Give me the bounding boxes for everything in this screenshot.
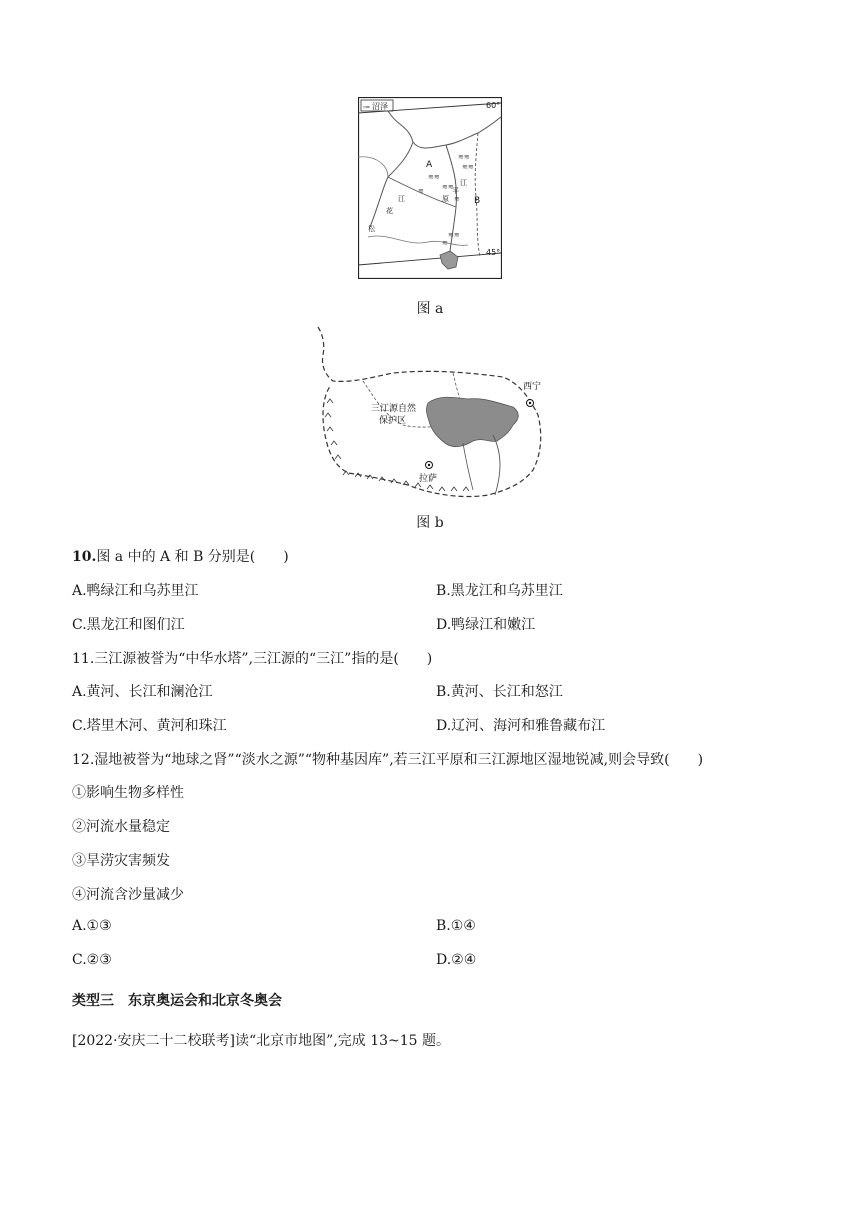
q10-option-b[interactable]: B.黑龙江和乌苏里江	[436, 583, 563, 599]
question-10-stem	[72, 546, 289, 566]
svg-text:≋≋: ≋≋	[428, 173, 440, 181]
q12-statement-1: ①影响生物多样性	[72, 785, 184, 801]
q11-option-d[interactable]: D.辽河、海河和雅鲁藏布江	[436, 718, 606, 734]
river-label-3a: 松	[368, 225, 375, 233]
q12-option-a[interactable]: A.①③	[72, 918, 112, 934]
q10-option-c[interactable]: C.黑龙江和图们江	[72, 617, 185, 633]
q10-option-d[interactable]: D.鸭绿江和嫩江	[436, 617, 536, 633]
river-label-1a: 江	[460, 179, 467, 187]
svg-text:≋: ≋	[454, 195, 460, 203]
q10-option-a[interactable]: A.鸭绿江和乌苏里江	[72, 583, 199, 599]
figure-b-caption: 图 b	[416, 515, 444, 531]
q12-statement-3: ③旱涝灾害频发	[72, 853, 170, 869]
river-label-1b: 平	[452, 187, 459, 195]
question-11-stem: 11.三江源被誉为“中华水塔”,三江源的“三江”指的是( )	[72, 651, 433, 667]
q12-option-c[interactable]: C.②③	[72, 952, 112, 968]
region-label-line2: 保护区	[379, 416, 407, 426]
intro-line: [2022·安庆二十二校联考]读“北京市地图”,完成 13~15 题。	[72, 1033, 451, 1049]
city-xining-label: 西宁	[523, 382, 542, 392]
river-label-2a: 江	[398, 195, 405, 203]
q12-statement-2: ②河流水量稳定	[72, 819, 170, 835]
svg-text:≋≋: ≋≋	[458, 153, 470, 161]
q11-option-b[interactable]: B.黄河、长江和怒江	[436, 684, 563, 700]
question-10-number: 10.	[72, 549, 97, 565]
region-label-line1: 三江源自然	[371, 404, 417, 414]
q12-statement-4: ④河流含沙量减少	[72, 887, 184, 903]
figure-a-caption: 图 a	[416, 301, 444, 317]
q12-option-b[interactable]: B.①④	[436, 918, 476, 934]
svg-text:≋≋: ≋≋	[448, 231, 460, 239]
section-heading: 类型三 东京奥运会和北京冬奥会	[72, 993, 282, 1009]
q11-option-c[interactable]: C.塔里木河、黄河和珠江	[72, 718, 227, 734]
sanjiangyuan-region	[426, 397, 518, 446]
river-label-2b: 原	[442, 195, 449, 203]
river-label-3b: 花	[386, 207, 393, 215]
label-a: A	[426, 160, 433, 170]
legend-marsh-label: 沼泽	[372, 102, 388, 111]
svg-text:≋: ≋	[442, 239, 448, 247]
svg-text:≋: ≋	[418, 187, 424, 195]
svg-text:⩴: ⩴	[363, 102, 370, 111]
q12-option-d[interactable]: D.②④	[436, 952, 477, 968]
city-lhasa-label: 拉萨	[419, 474, 438, 484]
question-10-text: 图 a 中的 A 和 B 分别是( )	[96, 549, 289, 565]
lat-60-label: 60°	[486, 101, 501, 110]
svg-text:≋≋: ≋≋	[462, 163, 474, 171]
figure-a-map	[358, 97, 502, 279]
label-b: B	[474, 196, 481, 206]
svg-text:≋≋: ≋≋	[442, 183, 454, 191]
q11-option-a[interactable]: A.黄河、长江和澜沧江	[72, 684, 213, 700]
legend-marsh	[361, 100, 393, 111]
figure-b-map	[313, 325, 545, 503]
question-12-stem: 12.湿地被誉为“地球之肾”“淡水之源”“物种基因库”,若三江平原和三江源地区湿地锐减,则会导致( )	[72, 752, 704, 768]
lat-45-label: 45°	[486, 248, 501, 257]
